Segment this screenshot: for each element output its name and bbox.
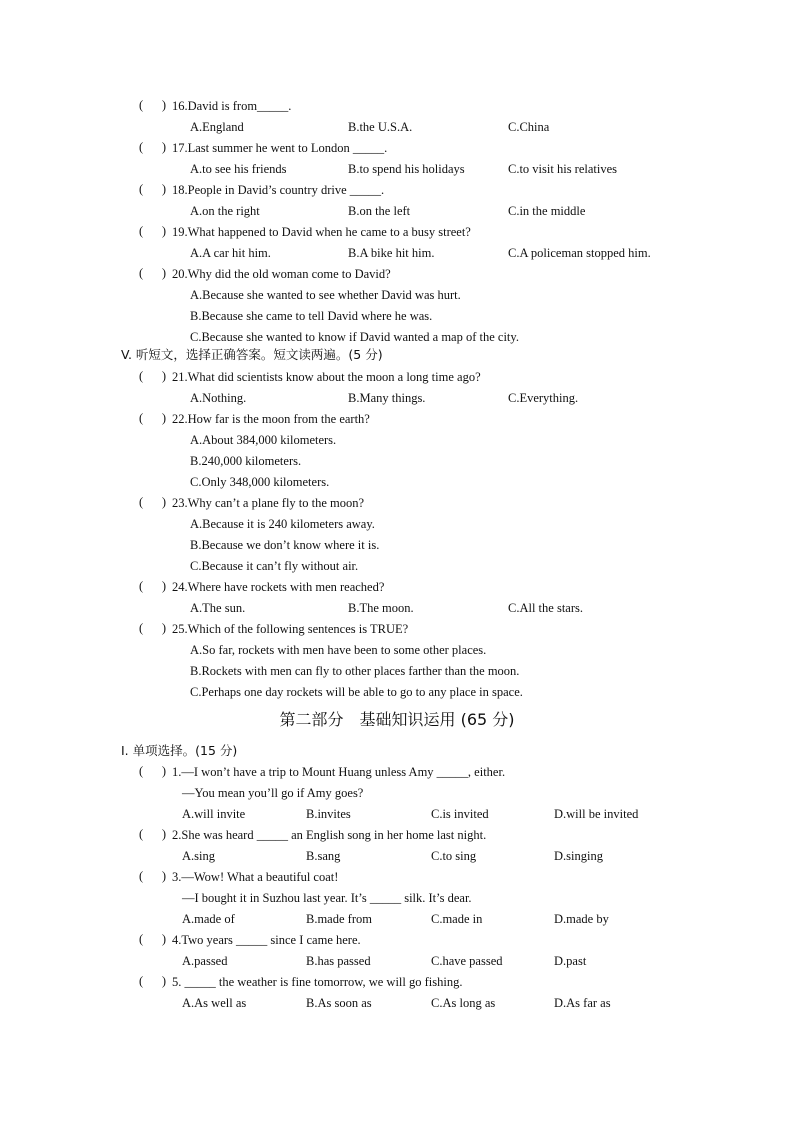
part-title: 第二部分 基础知识运用 (65 分) xyxy=(279,710,515,729)
answer-option: A.to see his friends xyxy=(190,162,287,176)
answer-blank: ( ) xyxy=(139,224,167,238)
answer-blank: ( ) xyxy=(139,827,167,841)
answer-option: C.As long as xyxy=(431,996,496,1010)
answer-blank: ( ) xyxy=(139,182,167,196)
answer-blank: ( ) xyxy=(139,764,167,778)
question-stem: 24.Where have rockets with men reached? xyxy=(172,580,385,594)
answer-option: A.The sun. xyxy=(190,601,246,615)
question-stem: 23.Why can’t a plane fly to the moon? xyxy=(172,496,365,510)
answer-option: B.on the left xyxy=(348,204,411,218)
answer-blank: ( ) xyxy=(139,98,167,112)
answer-option: B.sang xyxy=(306,849,341,863)
answer-option: C.A policeman stopped him. xyxy=(508,246,651,260)
answer-option: D.made by xyxy=(554,912,609,926)
answer-option: B.Many things. xyxy=(348,391,426,405)
answer-option: A.will invite xyxy=(182,807,246,821)
answer-option: C.Because it can’t fly without air. xyxy=(190,559,359,573)
answer-option: C.have passed xyxy=(431,954,503,968)
question-stem: 4.Two years _____ since I came here. xyxy=(172,933,361,947)
answer-option: C.is invited xyxy=(431,807,489,821)
answer-option: B.invites xyxy=(306,807,351,821)
answer-option: B.As soon as xyxy=(306,996,372,1010)
question-stem: 18.People in David’s country drive _____. xyxy=(172,183,385,197)
answer-blank: ( ) xyxy=(139,869,167,883)
answer-blank: ( ) xyxy=(139,411,167,425)
answer-option: C.to visit his relatives xyxy=(508,162,618,176)
answer-option: C.made in xyxy=(431,912,483,926)
answer-option: C.All the stars. xyxy=(508,601,583,615)
answer-blank: ( ) xyxy=(139,140,167,154)
question-stem: 2.She was heard _____ an English song in her home last night. xyxy=(172,828,487,842)
answer-blank: ( ) xyxy=(139,495,167,509)
answer-option: A.About 384,000 kilometers. xyxy=(190,433,337,447)
answer-option: C.Everything. xyxy=(508,391,579,405)
answer-option: A.Nothing. xyxy=(190,391,247,405)
section-heading: I. 单项选择。(15 分) xyxy=(121,743,238,758)
section-heading: V. 听短文，选择正确答案。短文读两遍。(5 分) xyxy=(121,347,383,362)
answer-option: A.sing xyxy=(182,849,215,863)
answer-blank: ( ) xyxy=(139,621,167,635)
answer-option: B.has passed xyxy=(306,954,371,968)
answer-blank: ( ) xyxy=(139,369,167,383)
answer-blank: ( ) xyxy=(139,266,167,280)
answer-blank: ( ) xyxy=(139,579,167,593)
answer-option: B.Because we don’t know where it is. xyxy=(190,538,380,552)
answer-option: A.passed xyxy=(182,954,228,968)
answer-option: B.Because she came to tell David where he was. xyxy=(190,309,433,323)
question-stem: 19.What happened to David when he came to a busy street? xyxy=(172,225,471,239)
question-stem: 20.Why did the old woman come to David? xyxy=(172,267,391,281)
question-stem: 22.How far is the moon from the earth? xyxy=(172,412,370,426)
question-stem: 21.What did scientists know about the moon a long time ago? xyxy=(172,370,481,384)
answer-option: A.Because it is 240 kilometers away. xyxy=(190,517,375,531)
answer-option: A.on the right xyxy=(190,204,260,218)
answer-option: C.Because she wanted to know if David wanted a map of the city. xyxy=(190,330,519,344)
answer-option: D.will be invited xyxy=(554,807,639,821)
answer-option: C.to sing xyxy=(431,849,477,863)
answer-option: C.Perhaps one day rockets will be able to go to any place in space. xyxy=(190,685,523,699)
answer-option: B.to spend his holidays xyxy=(348,162,465,176)
answer-option: A.A car hit him. xyxy=(190,246,271,260)
answer-option: D.past xyxy=(554,954,587,968)
answer-option: B.A bike hit him. xyxy=(348,246,435,260)
answer-option: C.Only 348,000 kilometers. xyxy=(190,475,330,489)
answer-option: A.So far, rockets with men have been to some other places. xyxy=(190,643,487,657)
answer-option: A.England xyxy=(190,120,244,134)
answer-option: B.the U.S.A. xyxy=(348,120,413,134)
question-stem: 5. _____ the weather is fine tomorrow, we will go fishing. xyxy=(172,975,463,989)
answer-option: A.As well as xyxy=(182,996,247,1010)
answer-option: C.China xyxy=(508,120,550,134)
question-stem-continued: —I bought it in Suzhou last year. It’s _____ silk. It’s dear. xyxy=(182,891,472,905)
answer-blank: ( ) xyxy=(139,974,167,988)
answer-blank: ( ) xyxy=(139,932,167,946)
question-stem-continued: —You mean you’ll go if Amy goes? xyxy=(182,786,364,800)
answer-option: D.singing xyxy=(554,849,603,863)
answer-option: C.in the middle xyxy=(508,204,586,218)
question-stem: 17.Last summer he went to London _____. xyxy=(172,141,388,155)
question-stem: 25.Which of the following sentences is TRUE? xyxy=(172,622,409,636)
answer-option: A.Because she wanted to see whether David was hurt. xyxy=(190,288,461,302)
question-stem: 3.—Wow! What a beautiful coat! xyxy=(172,870,339,884)
question-stem: 16.David is from_____. xyxy=(172,99,292,113)
answer-option: B.made from xyxy=(306,912,372,926)
answer-option: D.As far as xyxy=(554,996,611,1010)
answer-option: B.240,000 kilometers. xyxy=(190,454,302,468)
answer-option: B.The moon. xyxy=(348,601,414,615)
answer-option: A.made of xyxy=(182,912,235,926)
answer-option: B.Rockets with men can fly to other places farther than the moon. xyxy=(190,664,520,678)
question-stem: 1.—I won’t have a trip to Mount Huang unless Amy _____, either. xyxy=(172,765,506,779)
